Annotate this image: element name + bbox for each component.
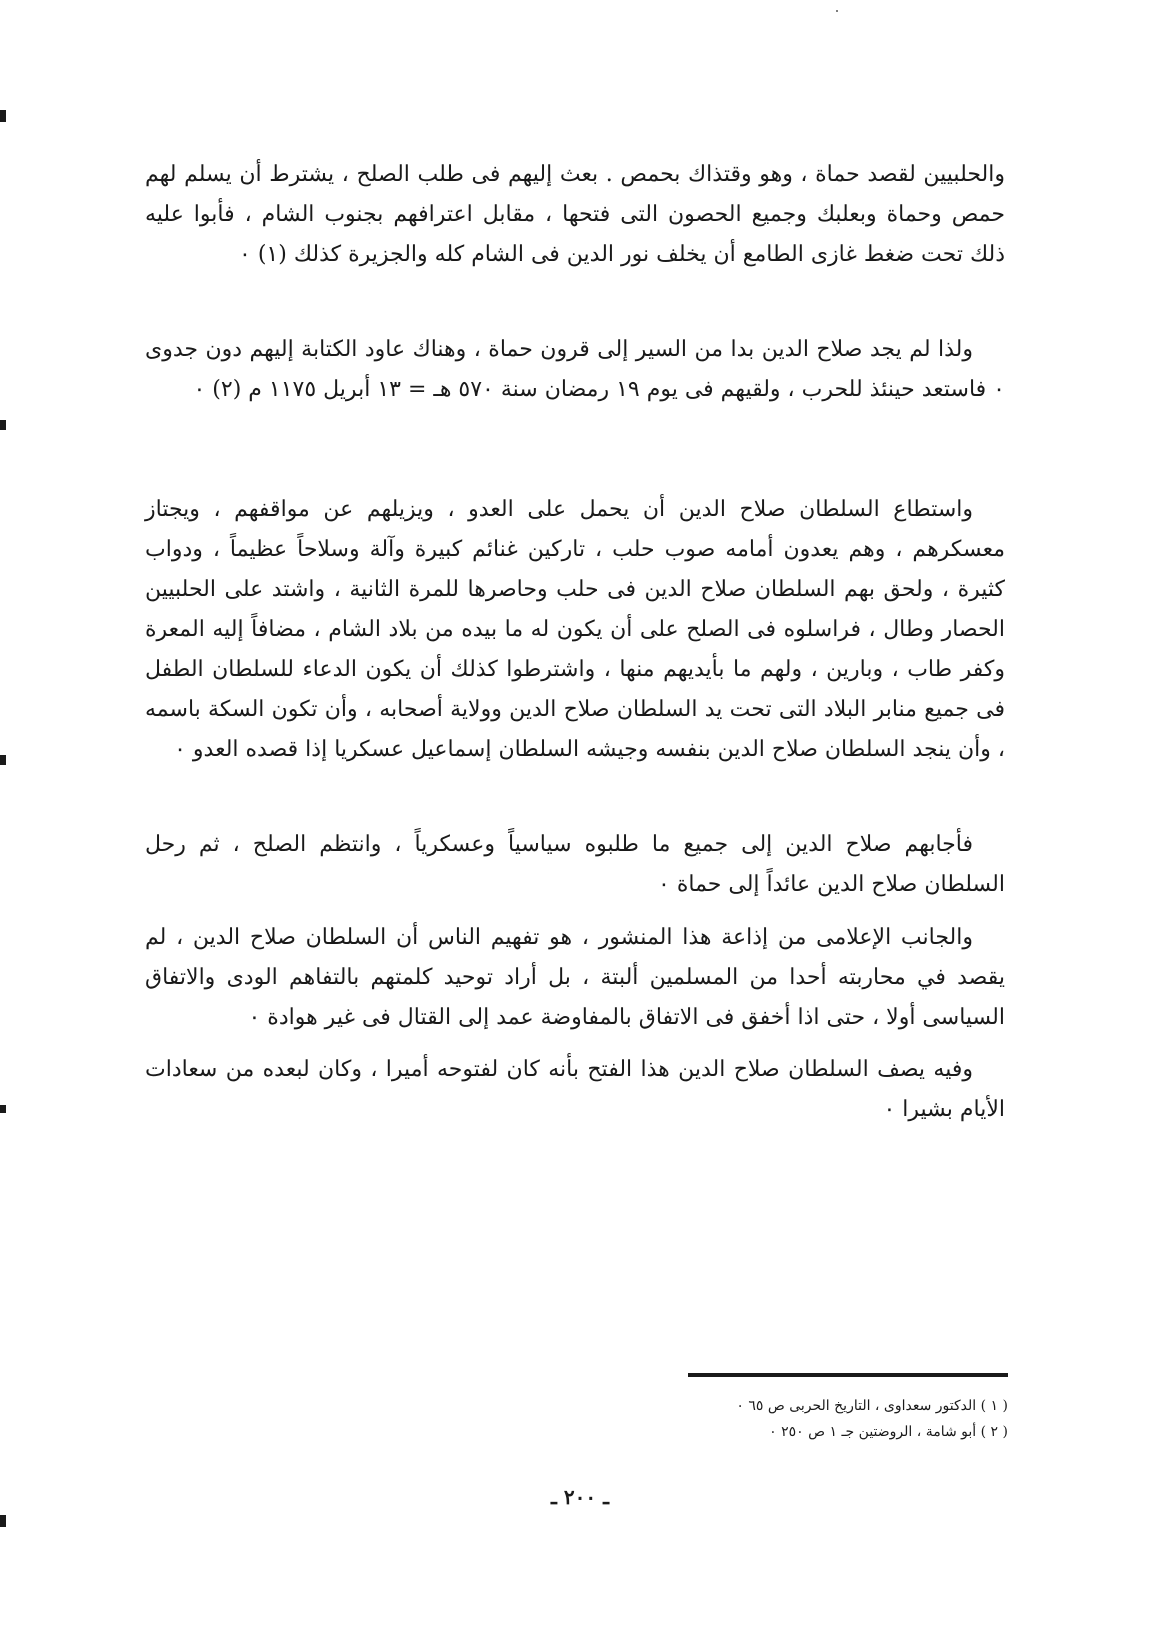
- footnote-separator: [688, 1373, 1008, 1377]
- paragraph-1: والحلبيين لقصد حماة ، وهو وقتذاك بحمص . بعث إليهم فى طلب الصلح ، يشترط أن يسلم لهم حمص وحماة وبعلبك وجميع الحصون التى فتحها ، مقابل اعترافهم بجنوب الشام ، فأبوا عليه ذلك تحت ضغط غازى الطامع أن يخلف نور الدين فى الشام كله والجزيرة كذلك (١) ٠: [145, 162, 1005, 267]
- scan-edge-mark: [0, 110, 6, 122]
- scan-edge-mark: [0, 1515, 6, 1527]
- paragraph-6: وفيه يصف السلطان صلاح الدين هذا الفتح بأنه كان لفتوحه أميرا ، وكان لبعده من سعادات الأيام بشيرا ٠: [145, 1057, 1005, 1122]
- footnotes: [560, 1393, 1008, 1445]
- scan-edge-mark: [0, 755, 6, 765]
- paragraph-3: واستطاع السلطان صلاح الدين أن يحمل على العدو ، ويزيلهم عن مواقفهم ، ويجتاز معسكرهم ، وهم يعدون أمامه صوب حلب ، تاركين غنائم كبيرة وآلة وسلاحاً عظيماً ، ودواب كثيرة ، ولحق بهم السلطان صلاح الدين فى حلب وحاصرها للمرة الثانية ، واشتد على الحلبيين الحصار وطال ، فراسلوه فى الصلح على أن يكون له ما بيده من بلاد الشام ، مضافاً إليه المعرة وكفر طاب ، وبارين ، ولهم ما بأيديهم منها ، واشترطوا كذلك أن يكون الدعاء للسلطان الطفل فى جميع منابر البلاد التى تحت يد السلطان صلاح الدين وولاية أصحابه ، وأن تكون السكة باسمه ، وأن ينجد السلطان صلاح الدين بنفسه وجيشه السلطان إسماعيل عسكريا إذا قصده العدو ٠: [145, 497, 1006, 762]
- footnote-2: ( ٢ ) أبو شامة ، الروضتين جـ ١ ص ٢٥٠ ٠: [769, 1424, 1008, 1440]
- page-number: ـ ٢٠٠ ـ: [551, 1485, 609, 1509]
- scan-edge-mark: [0, 420, 6, 430]
- scan-edge-mark: [0, 1105, 6, 1113]
- scan-speck: [836, 10, 838, 12]
- footnote-1: ( ١ ) الدكتور سعداوى ، التاريخ الحربى ص ٦٥ ٠: [736, 1398, 1008, 1414]
- paragraph-2: ولذا لم يجد صلاح الدين بدا من السير إلى قرون حماة ، وهناك عاود الكتابة إليهم دون جدوى ٠ فاستعد حينئذ للحرب ، ولقيهم فى يوم ١٩ رمضان سنة ٥٧٠ هـ = ١٣ أبريل ١١٧٥ م (٢) ٠: [145, 337, 1005, 402]
- paragraph-4: فأجابهم صلاح الدين إلى جميع ما طلبوه سياسياً وعسكرياً ، وانتظم الصلح ، ثم رحل السلطان صلاح الدين عائداً إلى حماة ٠: [145, 832, 1005, 897]
- paragraph-5: والجانب الإعلامى من إذاعة هذا المنشور ، هو تفهيم الناس أن السلطان صلاح الدين ، لم يقصد في محاربته أحدا من المسلمين ألبتة ، بل أراد توحيد كلمتهم بالتفاهم الودى والاتفاق السياسى أولا ، حتى اذا أخفق فى الاتفاق بالمفاوضة عمد إلى القتال فى غير هوادة ٠: [145, 925, 1005, 1030]
